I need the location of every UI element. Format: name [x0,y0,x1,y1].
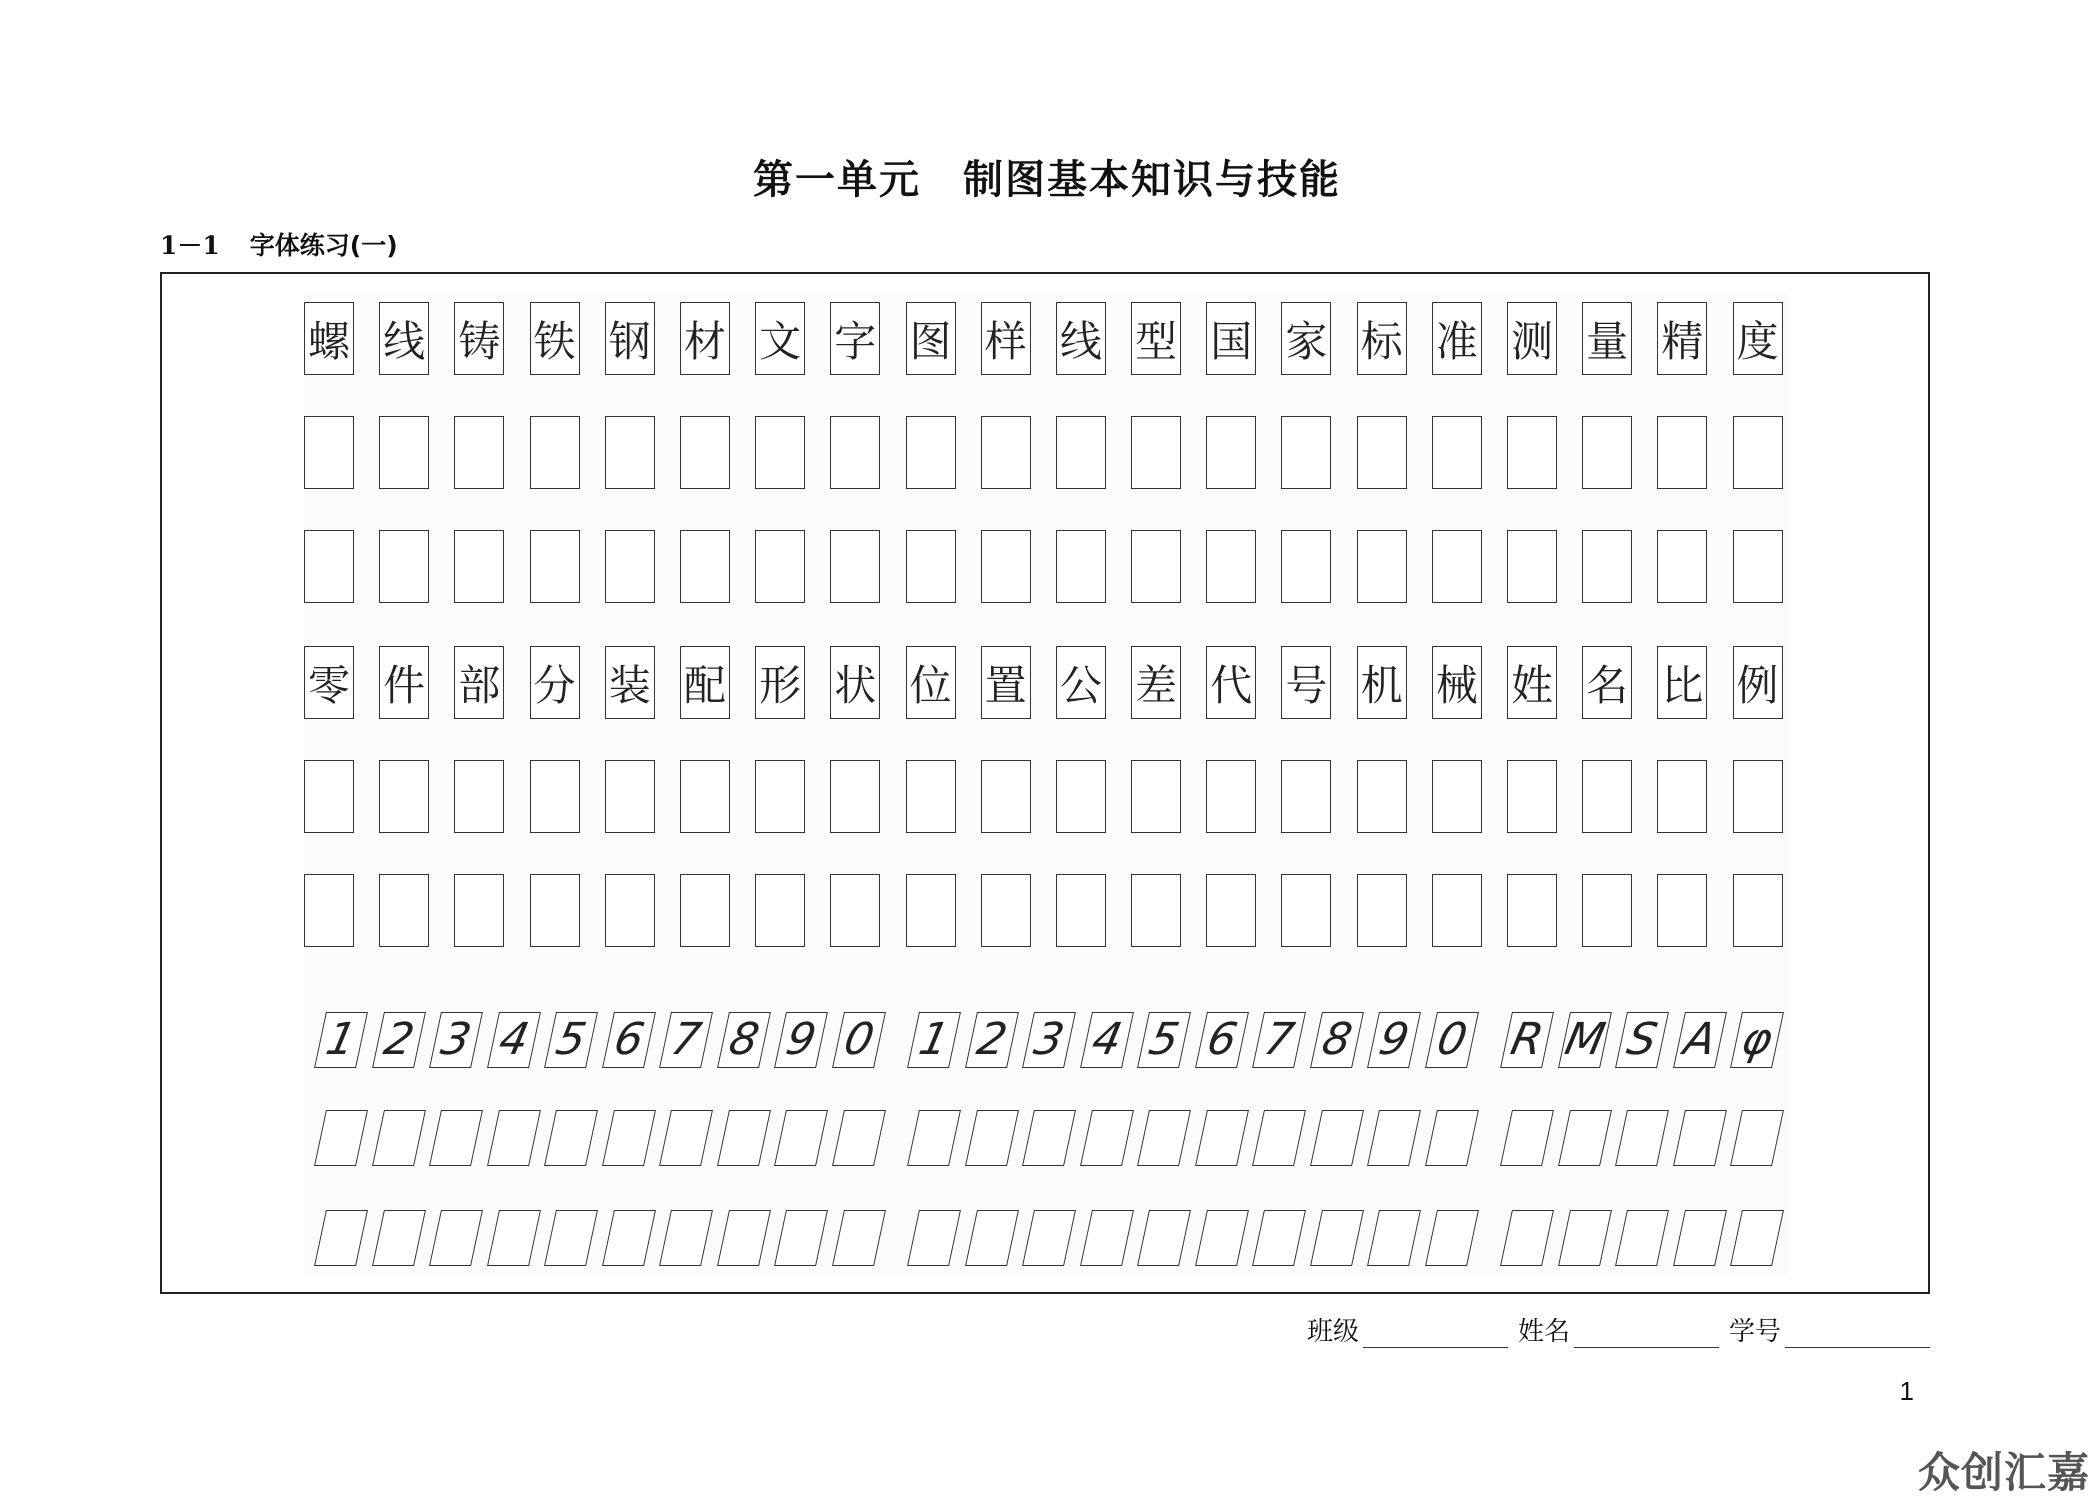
sample-char-row [304,646,1783,719]
sample-char-box: 形 [755,646,805,719]
practice-char-box[interactable] [1507,416,1557,489]
practice-char-box[interactable] [530,530,580,603]
practice-char-box[interactable] [379,760,429,833]
practice-char-box[interactable] [304,416,354,489]
practice-char-box[interactable] [680,416,730,489]
sample-char-box: 零 [304,646,354,719]
sample-char-box: 例 [1733,646,1783,719]
id-blank[interactable] [1785,1319,1930,1348]
practice-char-box[interactable] [830,874,880,947]
class-label: 班级 [1306,1317,1359,1347]
practice-char-box[interactable] [379,530,429,603]
page-number: 1 [1899,1376,1914,1406]
sample-numeral: 9 [781,1014,821,1065]
class-field [1307,1311,1508,1348]
sample-char-box: 置 [981,646,1031,719]
sample-numeral: 0 [839,1014,879,1065]
practice-char-box[interactable] [906,416,956,489]
sample-char-box: 配 [680,646,730,719]
practice-char-box[interactable] [906,760,956,833]
practice-char-box[interactable] [1507,760,1557,833]
sample-numeral: 2 [379,1014,419,1065]
sample-numeral: 8 [724,1014,764,1065]
sample-char-box: 差 [1131,646,1181,719]
sample-char-box: 材 [680,302,730,375]
practice-char-box[interactable] [1206,760,1256,833]
practice-char-box[interactable] [1507,530,1557,603]
practice-char-box[interactable] [981,416,1031,489]
sample-numeral: 7 [1259,1014,1299,1065]
sample-char-box: 图 [906,302,956,375]
practice-char-box[interactable] [755,530,805,603]
sample-char-row [304,302,1783,375]
sample-char-box: 字 [830,302,880,375]
sample-numeral: 2 [972,1014,1012,1065]
sample-numeral: 1 [914,1014,954,1065]
sample-char-box: 螺 [304,302,354,375]
sample-numeral: φ [1737,1014,1778,1065]
sample-char-box: 国 [1206,302,1256,375]
practice-char-box[interactable] [1281,530,1331,603]
practice-char-box[interactable] [1281,416,1331,489]
practice-char-box[interactable] [530,874,580,947]
practice-char-box[interactable] [379,416,429,489]
sample-char-box: 位 [906,646,956,719]
practice-char-box[interactable] [1432,760,1482,833]
practice-char-box[interactable] [830,530,880,603]
practice-char-box[interactable] [379,874,429,947]
sample-char-box: 样 [981,302,1031,375]
section-number: 1－1 [160,231,220,260]
blank-char-row [304,530,1783,603]
sample-numeral: A [1679,1014,1721,1065]
practice-char-box[interactable] [680,874,730,947]
practice-char-box[interactable] [605,416,655,489]
sample-char-box: 件 [379,646,429,719]
practice-char-box[interactable] [1507,874,1557,947]
sample-char-box: 家 [1281,302,1331,375]
practice-char-box[interactable] [1582,760,1632,833]
practice-char-box[interactable] [1131,874,1181,947]
sample-numeral: 0 [1432,1014,1472,1065]
sample-char-box: 标 [1357,302,1407,375]
class-blank[interactable] [1363,1319,1508,1348]
practice-char-box[interactable] [1131,760,1181,833]
practice-char-box[interactable] [1582,530,1632,603]
practice-char-box[interactable] [454,416,504,489]
practice-char-box[interactable] [906,530,956,603]
practice-char-box[interactable] [1432,874,1482,947]
practice-char-box[interactable] [1056,760,1106,833]
practice-char-box[interactable] [1582,416,1632,489]
practice-char-box[interactable] [1657,416,1707,489]
practice-char-box[interactable] [1206,874,1256,947]
sample-char-box: 名 [1582,646,1632,719]
practice-char-box[interactable] [1206,530,1256,603]
sample-char-box: 铁 [530,302,580,375]
practice-char-box[interactable] [981,874,1031,947]
sample-char-box: 比 [1657,646,1707,719]
practice-char-box[interactable] [680,760,730,833]
sample-numeral: 3 [436,1014,476,1065]
practice-char-box[interactable] [304,874,354,947]
practice-char-box[interactable] [1357,874,1407,947]
sample-char-box: 测 [1507,302,1557,375]
practice-char-box[interactable] [680,530,730,603]
sample-char-box: 度 [1733,302,1783,375]
sample-numeral: 5 [551,1014,591,1065]
practice-char-box[interactable] [1206,416,1256,489]
practice-char-box[interactable] [1733,760,1783,833]
sample-char-box: 线 [379,302,429,375]
sample-numeral: 7 [666,1014,706,1065]
practice-char-box[interactable] [1582,874,1632,947]
sample-char-box: 姓 [1507,646,1557,719]
practice-char-box[interactable] [1657,874,1707,947]
section-label: 字体练习(一) [249,231,398,260]
sample-numeral: 8 [1317,1014,1357,1065]
practice-char-box[interactable] [1357,530,1407,603]
practice-char-box[interactable] [1281,760,1331,833]
sample-numeral: M [1560,1014,1610,1065]
practice-char-box[interactable] [454,874,504,947]
practice-char-box[interactable] [1357,416,1407,489]
practice-char-box[interactable] [981,530,1031,603]
sample-char-box: 公 [1056,646,1106,719]
practice-char-box[interactable] [530,416,580,489]
practice-char-box[interactable] [1056,530,1106,603]
practice-char-box[interactable] [1131,416,1181,489]
sample-char-box: 量 [1582,302,1632,375]
watermark: 众创汇嘉 [1917,1448,2090,1497]
section-heading [160,228,398,264]
id-label: 学号 [1728,1317,1781,1347]
sample-numeral: 6 [1202,1014,1242,1065]
practice-char-box[interactable] [981,760,1031,833]
practice-char-box[interactable] [830,760,880,833]
practice-char-box[interactable] [1056,416,1106,489]
practice-char-box[interactable] [1657,530,1707,603]
sample-numeral: 9 [1374,1014,1414,1065]
practice-char-box[interactable] [1281,874,1331,947]
practice-char-box[interactable] [755,874,805,947]
blank-char-row [304,760,1783,833]
practice-char-box[interactable] [1432,416,1482,489]
sample-char-box: 装 [605,646,655,719]
practice-char-box[interactable] [530,760,580,833]
sample-char-box: 部 [454,646,504,719]
practice-char-box[interactable] [605,760,655,833]
practice-char-box[interactable] [1056,874,1106,947]
sample-char-box: 准 [1432,302,1482,375]
practice-char-box[interactable] [1733,530,1783,603]
sample-numeral: 4 [494,1014,534,1065]
sample-numeral: 6 [609,1014,649,1065]
practice-char-box[interactable] [755,760,805,833]
practice-char-box[interactable] [1131,530,1181,603]
practice-char-box[interactable] [830,416,880,489]
sample-char-box: 铸 [454,302,504,375]
sample-numeral: 5 [1144,1014,1184,1065]
practice-char-box[interactable] [1432,530,1482,603]
sample-char-box: 型 [1131,302,1181,375]
practice-char-box[interactable] [1357,760,1407,833]
practice-char-box[interactable] [1733,416,1783,489]
practice-char-box[interactable] [454,760,504,833]
sample-char-box: 号 [1281,646,1331,719]
sample-numeral: 1 [321,1014,361,1065]
sample-char-box: 状 [830,646,880,719]
page-title: 第一单元 制图基本知识与技能 [753,156,1341,203]
sample-numeral: R [1506,1014,1548,1065]
sample-char-box: 线 [1056,302,1106,375]
blank-char-row [304,874,1783,947]
sample-char-box: 械 [1432,646,1482,719]
practice-char-box[interactable] [906,874,956,947]
practice-char-box[interactable] [304,760,354,833]
practice-char-box[interactable] [1657,760,1707,833]
sample-numeral: 3 [1029,1014,1069,1065]
sample-numeral: 4 [1087,1014,1127,1065]
practice-char-box[interactable] [304,530,354,603]
sample-numeral: S [1622,1014,1662,1065]
practice-char-box[interactable] [454,530,504,603]
sample-char-box: 钢 [605,302,655,375]
blank-char-row [304,416,1783,489]
practice-char-box[interactable] [605,530,655,603]
sample-char-box: 文 [755,302,805,375]
sample-char-box: 机 [1357,646,1407,719]
id-field [1729,1311,1930,1348]
student-info [1307,1308,1930,1348]
practice-char-box[interactable] [1733,874,1783,947]
sample-char-box: 分 [530,646,580,719]
practice-char-box[interactable] [755,416,805,489]
name-field [1518,1311,1719,1348]
practice-char-box[interactable] [605,874,655,947]
name-label: 姓名 [1517,1317,1570,1347]
sample-char-box: 精 [1657,302,1707,375]
name-blank[interactable] [1574,1319,1719,1348]
sample-char-box: 代 [1206,646,1256,719]
